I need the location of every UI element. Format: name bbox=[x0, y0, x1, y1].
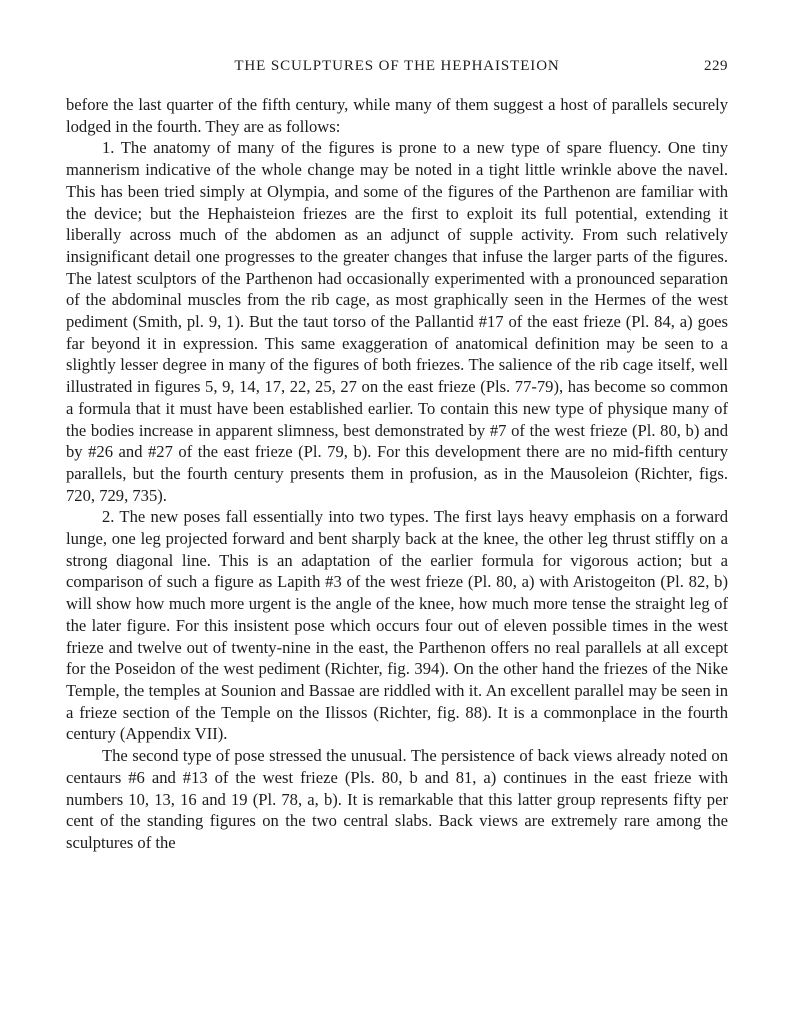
body-text bbox=[66, 94, 728, 854]
paragraph-continuation: before the last quarter of the fifth century, while many of them suggest a host of parallels securely lodged in the fourth. They are as follows: bbox=[66, 95, 728, 136]
paragraph-poses: 2. The new poses fall essentially into two types. The first lays heavy emphasis on a forward lunge, one leg projected forward and bent sharply back at the knee, the other leg thrust stiffly on a strong diagonal line. This is an adaptation of the earlier formula for vigorous action; but a comparison of such a figure as Lapith #3 of the west frieze (Pl. 80, a) with Aristogeiton (Pl. 82, b) will show how much more urgent is the angle of the knee, how much more tense the straight leg of the later figure. For this insistent pose which occurs four out of eleven possible times in the west frieze and twelve out of twenty-nine in the east, the Parthenon offers no real parallels at all except for the Poseidon of the west pediment (Richter, fig. 394). On the other hand the friezes of the Nike Temple, the temples at Sounion and Bassae are riddled with it. An excellent parallel may be seen in a frieze section of the Temple on the Ilissos (Richter, fig. 88). It is a commonplace in the fourth century (Appendix VII). bbox=[66, 507, 728, 744]
paragraph-second-pose: The second type of pose stressed the unusual. The persistence of back views already noted on centaurs #6 and #13 of the west frieze (Pls. 80, b and 81, a) continues in the east frieze with numbers 10, 13, 16 and 19 (Pl. 78, a, b). It is remarkable that this latter group represents fifty per cent of the standing figures on the two central slabs. Back views are extremely rare among the sculptures of the bbox=[66, 746, 728, 852]
book-page bbox=[66, 58, 728, 854]
page-number: 229 bbox=[704, 58, 728, 74]
running-title: THE SCULPTURES OF THE HEPHAISTEION bbox=[234, 58, 560, 74]
paragraph-anatomy: 1. The anatomy of many of the figures is prone to a new type of spare fluency. One tiny mannerism indicative of the whole change may be noted in a tight little wrinkle above the navel. This has been tried simply at Olympia, and some of the figures of the Parthenon are familiar with the device; but the Hephaisteion friezes are the first to exploit its full potential, extending it liberally across much of the abdomen as an adjunct of supple activity. From such relatively insignificant detail one progresses to the greater changes that infuse the larger parts of the figures. The latest sculptors of the Parthenon had occasionally experimented with a pronounced separation of the abdominal muscles from the rib cage, as most graphically seen in the Hermes of the west pediment (Smith, pl. 9, 1). But the taut torso of the Pallantid #17 of the east frieze (Pl. 84, a) goes far beyond it in expression. This same exaggeration of anatomical definition may be seen to a slightly lesser degree in many of the figures of both friezes. The salience of the rib cage itself, well illustrated in figures 5, 9, 14, 17, 22, 25, 27 on the east frieze (Pls. 77-79), has become so common a formula that it must have been established earlier. To contain this new type of physique many of the bodies increase in apparent slimness, best demonstrated by #7 of the west frieze (Pl. 80, b) and by #26 and #27 of the east frieze (Pl. 79, b). For this development there are no mid-fifth century parallels, but the fourth century presents them in profusion, as in the Mausoleion (Richter, figs. 720, 729, 735). bbox=[66, 138, 728, 505]
running-head bbox=[66, 58, 728, 80]
